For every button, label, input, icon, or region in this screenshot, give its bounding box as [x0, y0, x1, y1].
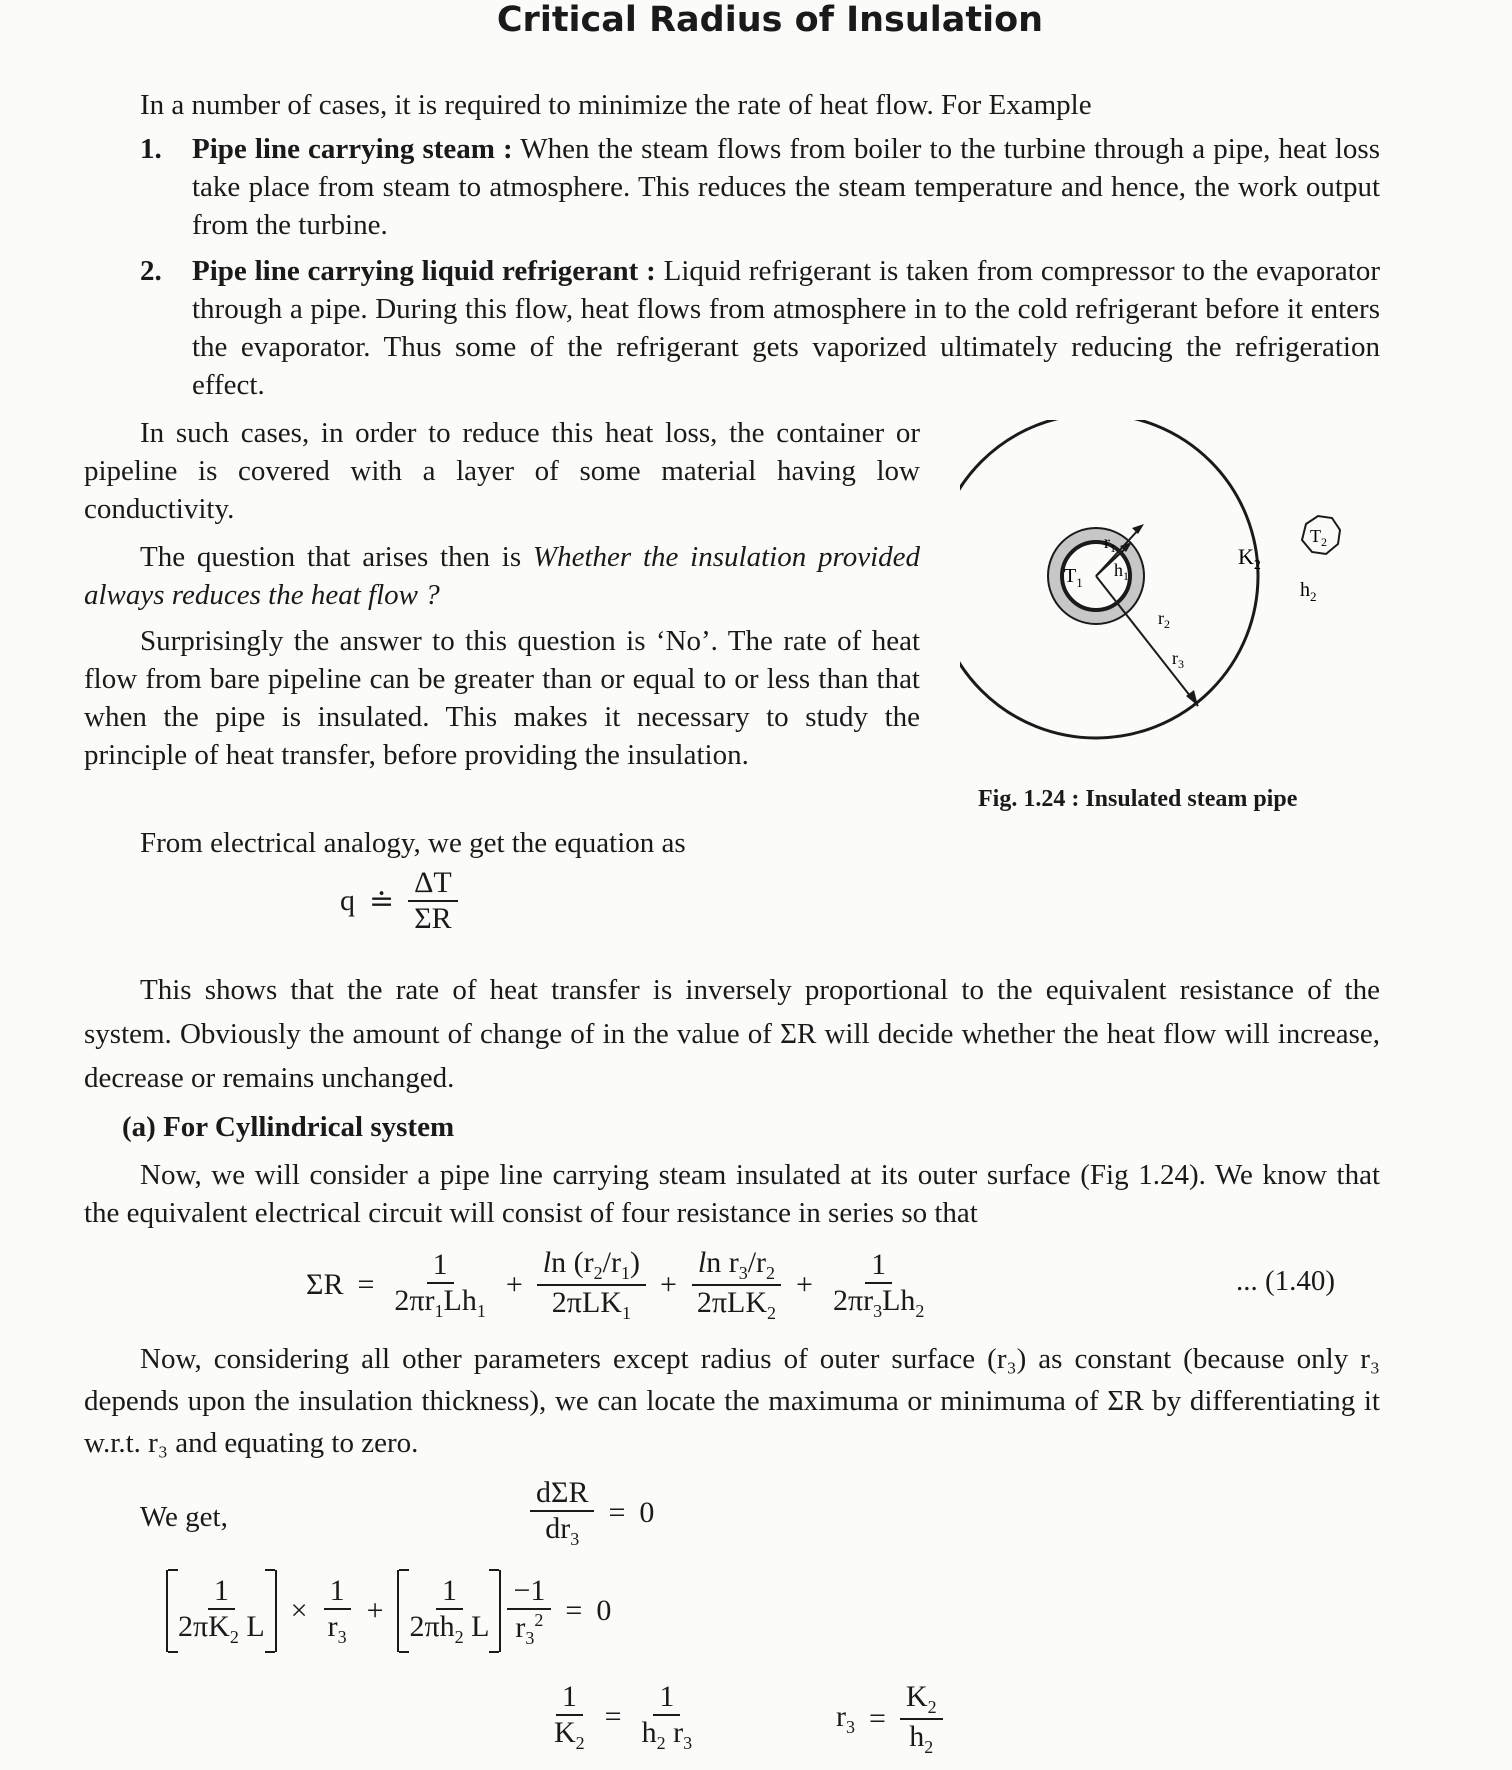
paragraph-consider: Now, considering all other parameters except radius of outer surface (r₃) as constant (because only r₃ depends upon the insulation thickness), we can locate the maximuma or minimuma of ΣR by differentiating it w.r.t. r₃ and equating to zero.	[84, 1343, 1380, 1459]
list-item	[140, 130, 1380, 244]
list-item-body	[192, 252, 1380, 404]
eq2-term1: $\frac{1}{2\pi r_1Lh_1}$	[394, 1248, 486, 1321]
label-K2: $K_2$	[1238, 544, 1261, 573]
eq1-lhs: q	[340, 884, 355, 917]
label-r2: $r_2$	[1158, 608, 1170, 631]
label-T1: $T_1$	[1064, 565, 1083, 590]
we-get-label: We get,	[140, 1501, 228, 1533]
equation-result: $\frac{1}{K_2}$ = $\frac{1}{h_2 r_3}$	[554, 1680, 693, 1753]
label-r3: $r_3$	[1172, 648, 1184, 671]
question-italic: Whether the insulation provided always reduces the heat flow ?	[84, 541, 920, 611]
equation-sum-resistance: ΣR = $\frac{1}{2\pi r_1Lh_1}$ + $\frac{\ln (r_2/r_1)}{2\pi LK_1}$ + $\frac{\ln r_3/r_2}{2\pi LK_2}$ + $\frac{1}{2\pi r_3Lh_2}$	[306, 1246, 930, 1324]
paragraph-electrical: From electrical analogy, we get the equation as	[140, 827, 686, 859]
list-item-heading: Pipe line carrying liquid refrigerant :	[192, 255, 656, 287]
list-item-number: 1.	[140, 133, 162, 165]
paragraph-now: Now, we will consider a pipe line carrying steam insulated at its outer surface (Fig 1.24). We know that the equivalent electrical circuit will consist of four resistance in series so that	[84, 1159, 1380, 1229]
paragraph-surprise: Surprisingly the answer to this question is ‘No’. The rate of heat flow from bare pipeline can be greater than or equal to or less than that when the pipe is insulated. This makes it necessary to study the principle of heat transfer, before providing the insulation.	[84, 625, 920, 771]
eq2-term3: $\frac{\ln r_3/r_2}{2\pi LK_2}$	[691, 1246, 782, 1324]
equation-number: ... (1.40)	[1236, 1265, 1336, 1297]
figure-caption: Fig. 1.24 : Insulated steam pipe	[978, 786, 1298, 812]
r2-arrowhead	[1132, 524, 1144, 534]
eq2-term2: $\frac{\ln (r_2/r_1)}{2\pi LK_1}$	[537, 1246, 646, 1324]
eq1-operator: ≐	[369, 884, 395, 918]
list-item-number: 2.	[140, 255, 162, 287]
equation-critical-radius: $r_3$ = $\frac{K_2}{h_2}$	[836, 1680, 943, 1758]
eq1-fraction	[408, 866, 458, 936]
label-h1: $h_1$	[1114, 560, 1129, 583]
label-T2: $T_2$	[1310, 526, 1327, 549]
question-lead: The question that arises then is	[140, 541, 522, 573]
list-item-heading: Pipe line carrying steam :	[192, 133, 513, 165]
page-title: Critical Radius of Insulation	[496, 0, 1044, 40]
equation-derivative: $\frac{\text{dΣR}}{dr_3}$ = 0	[530, 1476, 654, 1550]
eq2-lhs: ΣR	[306, 1268, 344, 1301]
paragraph-such-cases: In such cases, in order to reduce this heat loss, the container or pipeline is covered with a layer of some material having low conductivity.	[84, 417, 920, 525]
list-item	[140, 252, 1380, 404]
eq1-numerator: ΔT	[408, 866, 458, 902]
list-item-text: Liquid refrigerant is taken from compressor to the evaporator through a pipe. During this flow, heat flows from atmosphere in to the cold refrigerant before it enters the evaporator. Thus some of the refrigerant gets vaporized ultimately reducing the refrigeration effect.	[192, 255, 1381, 401]
eq1-denominator: ΣR	[414, 902, 452, 935]
equation-derivative-expanded: $\frac{1}{2\pi K_2 L}$ × $\frac{1}{r_3}$ + $\frac{1}{2\pi h_2 L}$ $\frac{-1}{r_3^2}$ = 0	[166, 1570, 611, 1652]
label-h2: $h_2$	[1300, 579, 1317, 604]
intro-text: In a number of cases, it is required to minimize the rate of heat flow. For Example	[140, 89, 1092, 121]
paragraph-question	[84, 538, 920, 614]
label-r1: $r_1$	[1104, 532, 1116, 555]
insulated-pipe-figure	[960, 420, 1380, 760]
paragraph-shows: This shows that the rate of heat transfer is inversely proportional to the equivalent resistance of the system. Obviously the amount of change of in the value of ΣR will decide whether the heat flow will increase, decrease or remains unchanged.	[84, 974, 1380, 1094]
r3-line	[1096, 576, 1198, 706]
eq2-term4: $\frac{1}{2\pi r_3Lh_2}$	[832, 1248, 925, 1321]
list-item-text: When the steam flows from boiler to the turbine through a pipe, heat loss take place from steam to atmosphere. This reduces the steam temperature and hence, the work output from the turbine.	[192, 133, 1380, 241]
section-heading: (a) For Cyllindrical system	[122, 1111, 455, 1143]
equation-q	[340, 866, 458, 936]
list-item-body	[192, 130, 1380, 244]
